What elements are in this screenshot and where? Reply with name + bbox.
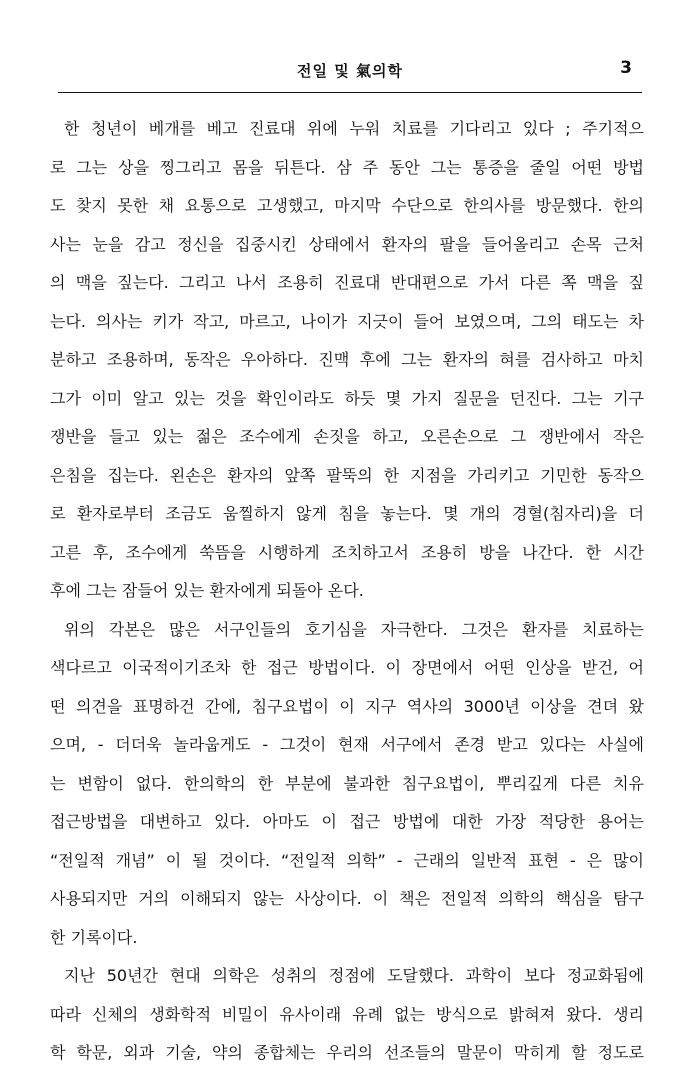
text-line: 한 청년이 베개를 베고 진료대 위에 누워 치료를 기다리고 있다 ; 주기적으 xyxy=(64,119,644,138)
paragraph-2 xyxy=(50,611,644,958)
text-line: 쟁반을 들고 있는 젊은 조수에게 손짓을 하고, 오른손으로 그 쟁반에서 작은 xyxy=(50,427,644,446)
text-line: 은침을 집는다. 왼손은 환자의 앞쪽 팔뚝의 한 지점을 가리키고 기민한 동작으 xyxy=(50,465,644,485)
text-line: 따라 신체의 생화학적 비밀이 유사이래 유례 없는 방식으로 밝혀져 왔다. 생리 xyxy=(50,1004,644,1024)
text-line: 도 찾지 못한 채 요통으로 고생했고, 마지막 수단으로 한의사를 방문했다. 한의 xyxy=(50,196,644,215)
paragraph-3 xyxy=(50,957,644,1073)
body-text xyxy=(50,110,644,1073)
text-line: “전일적 개념” 이 될 것이다. “전일적 의학” - 근래의 일반적 표현 - 은 많이 xyxy=(50,850,644,870)
text-line: 지난 50년간 현대 의학은 성취의 정점에 도달했다. 과학이 보다 정교화됨에 xyxy=(64,966,644,985)
text-line: 의 맥을 짚는다. 그리고 나서 조용히 진료대 반대편으로 가서 다른 쪽 맥을 짚 xyxy=(50,273,644,292)
text-line: 사용되지만 거의 이해되지 않는 사상이다. 이 책은 전일적 의학의 핵심을 탐구 xyxy=(50,889,644,908)
text-line: 는 변함이 없다. 한의학의 한 부분에 불과한 침구요법이, 뿌리깊게 다른 치유 xyxy=(50,773,644,793)
header-title: 전일 및 氣의학 xyxy=(297,62,403,80)
text-line: 떤 의견을 표명하건 간에, 침구요법이 이 지구 역사의 3000년 이상을 견뎌 왔 xyxy=(50,696,644,716)
text-line: 으며, - 더더욱 놀라웁게도 - 그것이 현재 서구에서 존경 받고 있다는 사실에 xyxy=(50,735,644,754)
header-rule xyxy=(58,92,642,93)
text-line: 로 그는 상을 찡그리고 몸을 뒤튼다. 삼 주 동안 그는 통증을 줄일 어떤 방법 xyxy=(50,157,644,177)
text-line: 접근방법을 대변하고 있다. 아마도 이 접근 방법에 대한 가장 적당한 용어는 xyxy=(50,812,644,831)
running-header xyxy=(58,58,642,88)
text-line: 후에 그는 잠들어 있는 환자에게 되돌아 온다. xyxy=(50,581,364,600)
text-line: 색다르고 이국적이기조차 한 접근 방법이다. 이 장면에서 어떤 인상을 받건, 어 xyxy=(50,658,644,677)
paragraph-1 xyxy=(50,110,644,611)
text-line: 는다. 의사는 키가 작고, 마르고, 나이가 지긋이 들어 보였으며, 그의 태도는 차 xyxy=(50,311,644,331)
text-line: 사는 눈을 감고 정신을 집중시킨 상태에서 환자의 팔을 들어올리고 손목 근처 xyxy=(50,234,644,254)
text-line: 위의 각본은 많은 서구인들의 호기심을 자극한다. 그것은 환자를 치료하는 xyxy=(64,619,644,639)
text-line: 그가 이미 알고 있는 것을 확인이라도 하듯 몇 가지 질문을 던진다. 그는 기구 xyxy=(50,388,644,408)
text-line: 분하고 조용하며, 동작은 우아하다. 진맥 후에 그는 환자의 혀를 검사하고 마치 xyxy=(50,350,644,369)
text-line: 학 학문, 외과 기술, 약의 종합체는 우리의 선조들의 말문이 막히게 할 정도로 xyxy=(50,1043,644,1062)
text-line: 고른 후, 조수에게 쑥뜸을 시행하게 조치하고서 조용히 방을 나간다. 한 시간 xyxy=(50,542,644,562)
page-number: 3 xyxy=(620,58,632,78)
text-line: 로 환자로부터 조금도 움찔하지 않게 침을 놓는다. 몇 개의 경혈(침자리)을 더 xyxy=(50,504,644,523)
text-line: 한 기록이다. xyxy=(50,927,138,947)
